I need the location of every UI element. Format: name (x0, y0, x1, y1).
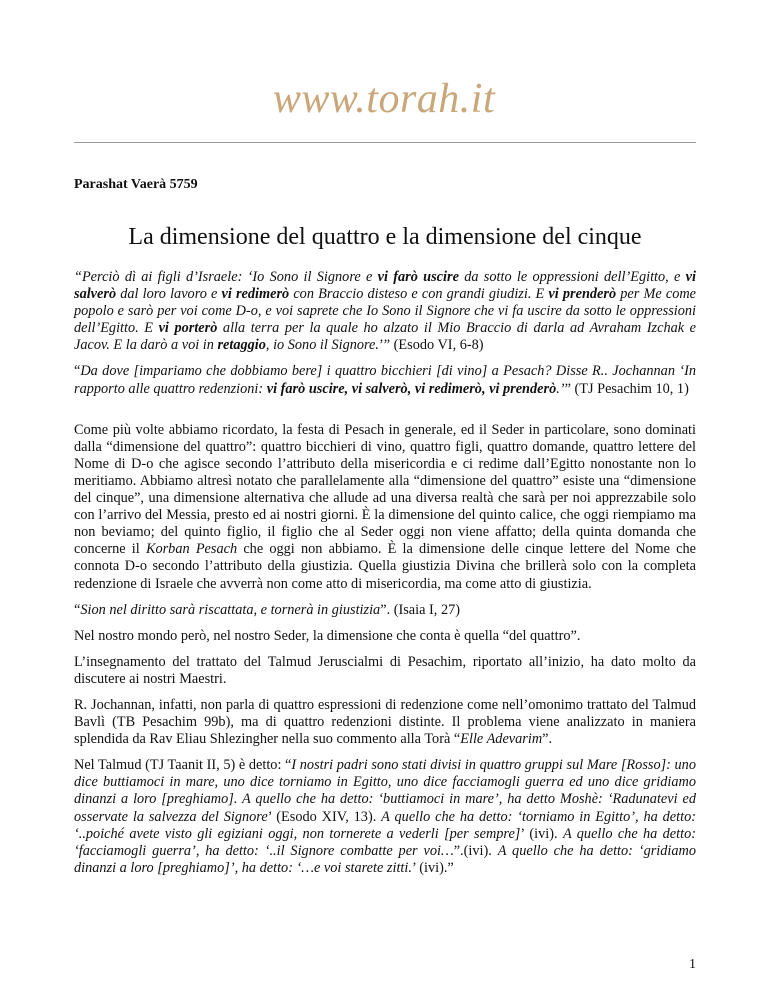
quote-emphasis: vi redimerò (221, 286, 290, 303)
quote-source: ”.(ivi). (453, 842, 498, 859)
paragraph (74, 757, 696, 877)
quote-text: , io Sono il Signore. (265, 337, 379, 354)
talmud-quote (74, 363, 696, 397)
quote-text: Da dove [impariamo che dobbiamo bere] i quattro bicchieri [di vino] a Pesach? Disse R.. Jochannan ‘In rapporto alle quattro redenzioni: (74, 363, 696, 397)
quote-emphasis: vi salverò (74, 269, 696, 303)
quote-text: A quello che ha detto: ‘torniamo in Egitto’, ha detto: ‘..poiché avete visto gli egiziani oggi, non tornerete a vederli [per sempre] (74, 808, 696, 842)
quote-text: A quello che ha detto: ‘gridiamo dinanzi a loro [preghiamo]’, ha detto: ‘…e voi starete zitti. (74, 842, 696, 876)
quote-text: dal loro lavoro e (116, 286, 222, 303)
paragraph: L’insegnamento del trattato del Talmud Jeruscialmi di Pesachim, riportato all’inizio, ha dato molto da discutere ai nostri Maestri. (74, 653, 696, 687)
verse-quote (74, 269, 696, 354)
quote-text: alla terra per la quale ho alzato il Mio Braccio di darla ad Avraham Izchak e Jacov. E la darò a voi in (74, 320, 696, 354)
quote-text: “Perciò dì ai figli d’Israele: ‘Io Sono il Signore e (74, 269, 378, 285)
quote-source: ’ (Esodo XIV, 13). (267, 808, 382, 825)
quote-emphasis: vi prenderò (548, 286, 617, 303)
paragraph: Nel nostro mondo però, nel nostro Seder, la dimensione che conta è quella “del quattro”. (74, 627, 581, 644)
quote-emphasis: retaggio (217, 337, 266, 354)
quote-text: I nostri padri sono stati divisi in quattro gruppi sul Mare [Rosso]: uno dice buttiamoci in mare, uno dice torniamo in Egitto, uno dice facciamogli guerra ed uno dice gridiamo dinanzi a loro [preghiamo]. A quello che ha detto: ‘buttiamoci in mare’, ha detto Moshè: ‘Radunatevi ed osservate la salvezza del Signore (74, 757, 696, 825)
quote-source: ”. (Isaia I, 27) (380, 601, 461, 618)
site-header: www.torah.it (272, 76, 496, 122)
quote-text: Sion nel diritto sarà riscattata, e tornerà in giustizia (80, 601, 381, 618)
paragraph (74, 697, 696, 748)
page-number: 1 (689, 957, 696, 972)
quote-mark: “ (74, 601, 81, 618)
parasha-label: Parashat Vaerà 5759 (74, 177, 198, 192)
paragraph-text: Nel Talmud (TJ Taanit II, 5) è detto: “ (74, 757, 292, 774)
paragraph-text: Come più volte abbiamo ricordato, la festa di Pesach in generale, ed il Seder in particolare, sono dominati dalla “dimensione del quattro”: quattro bicchieri di vino, quattro figli, quattro domande, quattro lettere del Nome di D-o che agisce secondo l’attributo della misericordia e ci redime dall’Egitto nonostante non lo meritiamo. Abbiamo altresì notato che parallelamente alla “dimensione del quattro” esiste una “dimensione del cinque”, una dimensione alternativa che allude ad una diversa realtà che sarà per noi apprezzabile solo con l’arrivo del Messia, presto ed ai nostri giorni. È la dimensione del quinto calice, che oggi riempiamo ma non beviamo; del quinto figlio, il figlio che al Seder oggi non viene affatto; della quinta domanda che concerne il (74, 421, 696, 558)
quote-source: ” (TJ Pesachim 10, 1) (564, 380, 689, 397)
header-rule (74, 142, 696, 143)
book-title: Elle Adevarim (460, 731, 543, 748)
isaiah-quote (74, 602, 696, 619)
article-body (74, 269, 696, 886)
paragraph-text: R. Jochannan, infatti, non parla di quattro espressioni di redenzione come nell’omonimo trattato del Talmud Bavlì (TB Pesachim 99b), ma di quattro redenzioni distinte. Il problema viene analizzato in maniera splendida da Rav Eliau Shlezingher nella suo commento alla Torà “ (74, 696, 696, 748)
quote-source: ’ (ivi). (520, 825, 563, 842)
page-title: La dimensione del quattro e la dimensione del cinque (128, 224, 642, 250)
quote-mark: “ (74, 363, 81, 380)
quote-text: per Me come popolo e sarò per voi come D-o, e voi saprete che Io Sono il Signore che vi fa uscire da sotto le oppressioni dell’Egitto. E (74, 286, 697, 337)
quote-text: con Braccio disteso e con grandi giudizi. E (289, 286, 549, 303)
quote-text: A quello che ha detto: ‘facciamogli guerra’, ha detto: ‘..il Signore combatte per voi… (74, 825, 696, 859)
quote-source: ’ (ivi).” (411, 859, 454, 876)
quote-text: da sotto le oppressioni dell’Egitto, e (458, 269, 686, 285)
quote-text: .’ (556, 380, 565, 397)
quote-emphasis: vi farò uscire (377, 269, 459, 285)
paragraph (74, 422, 696, 593)
paragraph-text: che oggi non abbiamo. È la dimensione delle cinque lettere del Nome che connota D-o secondo l’attributo della giustizia. Quella giustizia Divina che brillerà solo con la completa redenzione di Israele che avverrà non come atto di misericordia, ma come atto di giustizia. (74, 541, 696, 592)
quote-source: ’” (Esodo VI, 6-8) (378, 337, 484, 354)
term-italic: Korban Pesach (145, 541, 238, 558)
quote-emphasis: vi farò uscire, vi salverò, vi redimerò, vi prenderò (266, 380, 557, 397)
quote-emphasis: vi porterò (158, 320, 218, 337)
paragraph-text: ”. (542, 731, 553, 748)
